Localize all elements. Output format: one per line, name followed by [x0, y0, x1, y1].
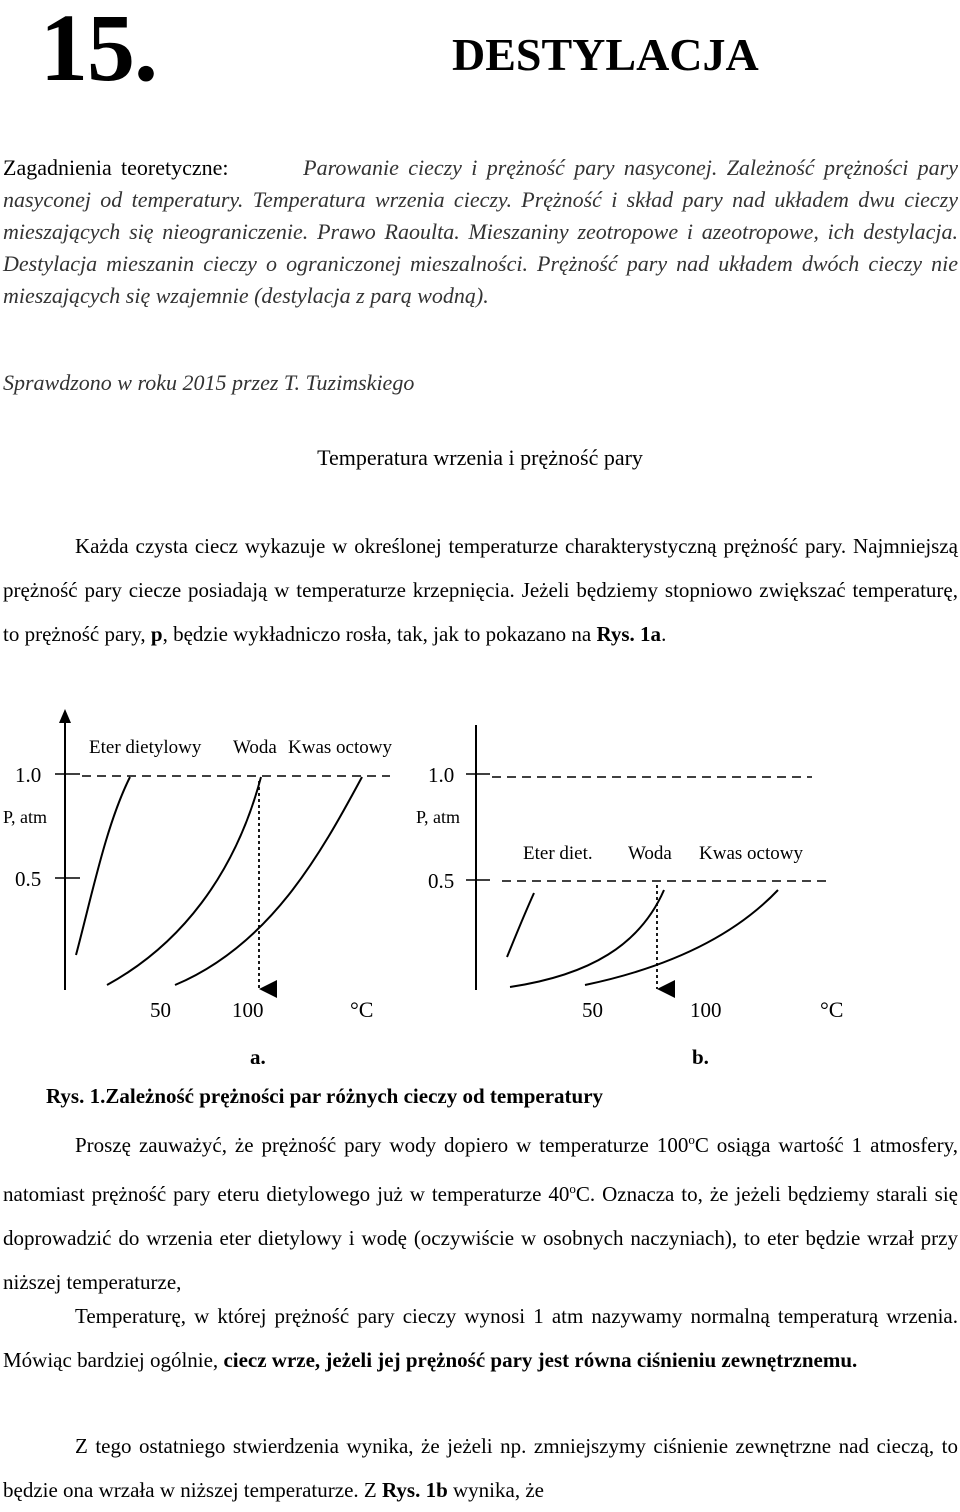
- panel-b-curve-water: [510, 890, 664, 987]
- checked-by-note: Sprawdzono w roku 2015 przez T. Tuzimskiego: [3, 370, 415, 395]
- para3-text: Temperaturę, w której prężność pary cieczy wynosi 1 atm nazywamy normalną temperaturą wrzenia. Mówiąc bardziej ogólnie,: [3, 1304, 958, 1372]
- panel-a-label-ether: Eter dietylowy: [89, 737, 202, 758]
- panel-b-label-ether: Eter diet.: [523, 843, 593, 864]
- panel-a-curve-water: [107, 777, 261, 985]
- panel-a: [3, 709, 392, 1069]
- para2-text-2: C osiąga wartość 1 atmosfery, natomiast prężność pary eteru dietylowego już w temperaturze 40: [3, 1133, 958, 1206]
- panel-b-x-tick-50: 50: [582, 998, 603, 1022]
- para4-text-1: Z tego ostatniego stwierdzenia wynika, że jeżeli np. zmniejszymy ciśnienie zewnętrzne nad cieczą, to będzie ona wrzała w niższej temperaturze. Z: [3, 1434, 958, 1502]
- panel-b-curve-acetic: [585, 890, 778, 985]
- panel-a-y-label: P, atm: [3, 807, 48, 827]
- topics-label: Zagadnienia teoretyczne: [3, 155, 223, 180]
- panel-a-label-acetic: Kwas octowy: [288, 737, 392, 758]
- para1-text-2: , będzie wykładniczo rosła, tak, jak to pokazano na: [162, 622, 597, 646]
- panel-a-y-mid: 0.5: [15, 867, 42, 891]
- section-heading: Temperatura wrzenia i prężność pary: [317, 445, 643, 470]
- panel-b-curve-ether: [507, 893, 534, 957]
- topics-text: Parowanie cieczy i prężność pary nasyconej. Zależność prężności pary nasyconej od temperatury. Temperatura wrzenia cieczy. Prężność i skład pary nad układem dwu cieczy mieszających się nieograniczenie. Prawo Raoulta. Mieszaniny zeotropowe i azeotropowe, ich destylacja. Destylacja mieszanin cieczy o ograniczonej mieszalności. Prężność pary nad układem dwóch cieczy nie mieszających się wzajemnie (destylacja z parą wodną).: [3, 155, 958, 308]
- para4-figure-ref: Rys. 1b: [381, 1478, 448, 1502]
- para1-p-symbol: p: [150, 622, 163, 646]
- figure-caption: Rys. 1.Zależność prężności par różnych cieczy od temperatury: [46, 1084, 604, 1108]
- para1-end: .: [661, 622, 667, 646]
- panel-a-y-top: 1.0: [15, 763, 42, 787]
- panel-b-sublabel: b.: [692, 1045, 709, 1069]
- panel-a-sublabel: a.: [250, 1045, 266, 1069]
- panel-a-y-arrow: [59, 709, 71, 723]
- para3-bold: ciecz wrze, jeżeli jej prężność pary jest równa ciśnieniu zewnętrznemu.: [223, 1348, 858, 1372]
- panel-a-label-water: Woda: [233, 737, 277, 758]
- para2-degree-1: o: [688, 1132, 695, 1147]
- topics-colon: :: [222, 155, 229, 180]
- panel-a-x-unit: °C: [350, 997, 374, 1022]
- panel-b-y-label: P, atm: [416, 807, 461, 827]
- chapter-number: 15.: [40, 0, 157, 101]
- para1-text: Każda czysta ciecz wykazuje w określonej temperaturze charakterystyczną prężność pary. Najmniejszą prężność pary ciecze posiadają w temperaturze krzepnięcia. Jeżeli będziemy stopniowo zwiększać temperaturę, to prężność pary,: [3, 534, 958, 646]
- para2-text-3: C. Oznacza to, że jeżeli będziemy starali się doprowadzić do wrzenia eter dietylowy i wodę (oczywiście w osobnych naczyniach), to eter będzie wrzał przy niższej temperaturze,: [3, 1182, 958, 1294]
- panel-b-y-top: 1.0: [428, 763, 455, 787]
- para2-text-1: Proszę zauważyć, że prężność pary wody dopiero w temperaturze 100: [75, 1133, 689, 1157]
- para2-degree-2: o: [569, 1181, 576, 1196]
- para4-text-2: wynika, że: [447, 1478, 544, 1502]
- panel-a-curve-acetic: [175, 777, 362, 985]
- panel-b-x-unit: °C: [820, 997, 844, 1022]
- para1-figure-ref: Rys. 1a: [596, 622, 662, 646]
- paragraph-3: [3, 1294, 958, 1382]
- panel-b-y-mid: 0.5: [428, 869, 455, 893]
- panel-a-x-tick-100: 100: [232, 998, 264, 1022]
- panel-b-label-acetic: Kwas octowy: [699, 843, 803, 864]
- panel-a-x-tick-50: 50: [150, 998, 171, 1022]
- paragraph-1: [3, 524, 958, 656]
- figure-vapor-pressure: [0, 705, 960, 1075]
- panel-a-curve-ether: [76, 777, 130, 955]
- paragraph-4: [3, 1424, 958, 1512]
- panel-b-x-tick-100: 100: [690, 998, 722, 1022]
- topics-paragraph: [3, 152, 958, 312]
- panel-b: [416, 725, 843, 1069]
- chapter-title: DESTYLACJA: [452, 29, 759, 80]
- panel-b-label-water: Woda: [628, 843, 672, 864]
- paragraph-2: [3, 1118, 958, 1304]
